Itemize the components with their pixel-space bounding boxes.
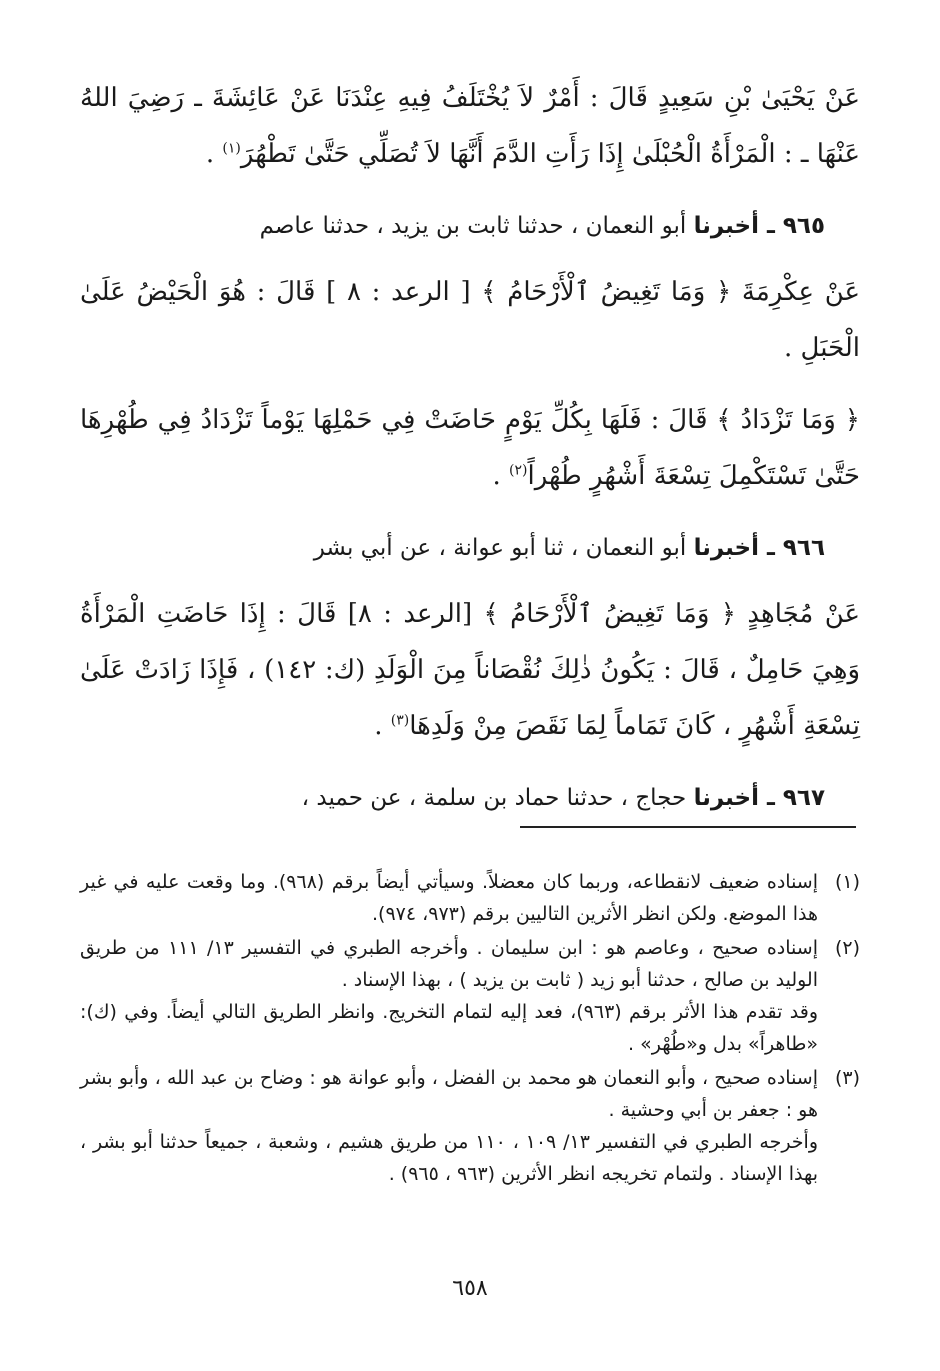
hadith-paragraph [80,392,860,504]
footnotes [80,866,860,1192]
main-text [80,70,860,824]
isnad-965 [80,200,825,252]
footnote-number: (٣) [834,1067,860,1089]
isnad-text: أبو النعمان ، حدثنا ثابت بن يزيد ، حدثنا عاصم [259,213,694,239]
hadith-text: عَنْ يَحْيَىٰ بْنِ سَعِيدٍ قَالَ : أَمْرٌ لاَ يُخْتَلَفُ فِيهِ عِنْدَنَا عَنْ عَائِشَةَ ـ رَضِيَ اللهُ عَنْهَا ـ : الْمَرْأَةُ الْحُبْلَىٰ إِذَا رَأَتِ الدَّمَ أَنَّهَا لاَ تُصَلِّي حَتَّىٰ تَطْهُرَ [80,83,860,169]
footnote-ref: (١) [222,140,241,157]
isnad-966 [80,522,825,574]
hadith-number: ٩٦٧ ـ أخبرنا [693,785,825,811]
hadith-text: ﴿ وَمَا تَزْدَادُ ﴾ قَالَ : فَلَهَا بِكُلِّ يَوْمٍ حَاضَتْ فِي حَمْلِهَا يَوْماً تَزْدَادُ فِي طُهْرِهَا حَتَّىٰ تَسْتَكْمِلَ تِسْعَةَ أَشْهُرٍ طُهْراً [80,405,860,491]
hadith-paragraph [80,586,860,754]
punctuation: . [374,711,391,741]
footnote-divider [520,826,856,828]
footnote-ref: (٣) [390,712,410,729]
footnote-text: وقد تقدم هذا الأثر برقم (٩٦٣)، فعد إليه لتمام التخريج. وانظر الطريق التالي أيضاً. وفي (ك): «طاهراً» بدل و«طُهْر» . [80,1001,818,1055]
hadith-number: ٩٦٥ ـ أخبرنا [693,213,825,239]
footnote-number: (١) [834,871,860,893]
footnote-text: إسناده ضعيف لانقطاعه، وربما كان معضلاً. وسيأتي أيضاً برقم (٩٦٨). وما وقعت عليه في غير هذا الموضع. ولكن انظر الأثرين التاليين برقم (٩٧٣، ٩٧٤). [80,871,818,925]
punctuation: . [205,139,223,169]
footnote-text: إسناده صحيح ، وعاصم هو : ابن سليمان . وأخرجه الطبري في التفسير ١٣/ ١١١ من طريق الوليد بن صالح ، حدثنا أبو زيد ( ثابت بن يزيد ) ، بهذا الإسناد . [80,937,818,991]
isnad-967 [80,772,825,824]
footnote-number: (٢) [834,937,860,959]
isnad-text: أبو النعمان ، ثنا أبو عوانة ، عن أبي بشر [313,535,694,561]
footnote [80,866,860,930]
isnad-text: حجاج ، حدثنا حماد بن سلمة ، عن حميد ، [301,785,694,811]
footnote [80,932,860,1060]
footnote [80,1062,860,1190]
hadith-paragraph [80,70,860,182]
punctuation: . [492,461,510,491]
footnote-text: إسناده صحيح ، وأبو النعمان هو محمد بن الفضل ، وأبو عوانة هو : وضاح بن عبد الله ، وأبو بشر هو : جعفر بن أبي وحشية . [80,1067,818,1121]
page-number: ٦٥٨ [452,1276,488,1301]
footnote-text: وأخرجه الطبري في التفسير ١٣/ ١٠٩ ، ١١٠ من طريق هشيم ، وشعبة ، جميعاً حدثنا أبو بشر ، بهذا الإسناد . ولتمام تخريجه انظر الأثرين (٩٦٣ ، ٩٦٥) . [80,1131,818,1185]
hadith-paragraph: عَنْ عِكْرِمَةَ ﴿ وَمَا تَغِيضُ ٱلْأَرْحَامُ ﴾ [ الرعد : ٨ ] قَالَ : هُوَ الْحَيْضُ عَلَىٰ الْحَبَلِ . [80,277,860,363]
hadith-number: ٩٦٦ ـ أخبرنا [693,535,825,561]
hadith-text: عَنْ مُجَاهِدٍ ﴿ وَمَا تَغِيضُ ٱلْأَرْحَامُ ﴾ [الرعد : ٨] قَالَ : إِذَا حَاضَتِ الْمَرْأَةُ وَهِيَ حَامِلٌ ، قَالَ : يَكُونُ ذٰلِكَ نُقْصَاناً مِنَ الْوَلَدِ (ك: ١٤٢) ، فَإِذَا زَادَتْ عَلَىٰ تِسْعَةِ أَشْهُرٍ ، كَانَ تَمَاماً لِمَا نَقَصَ مِنْ وَلَدِهَا [80,599,860,741]
footnote-ref: (٢) [509,462,528,479]
